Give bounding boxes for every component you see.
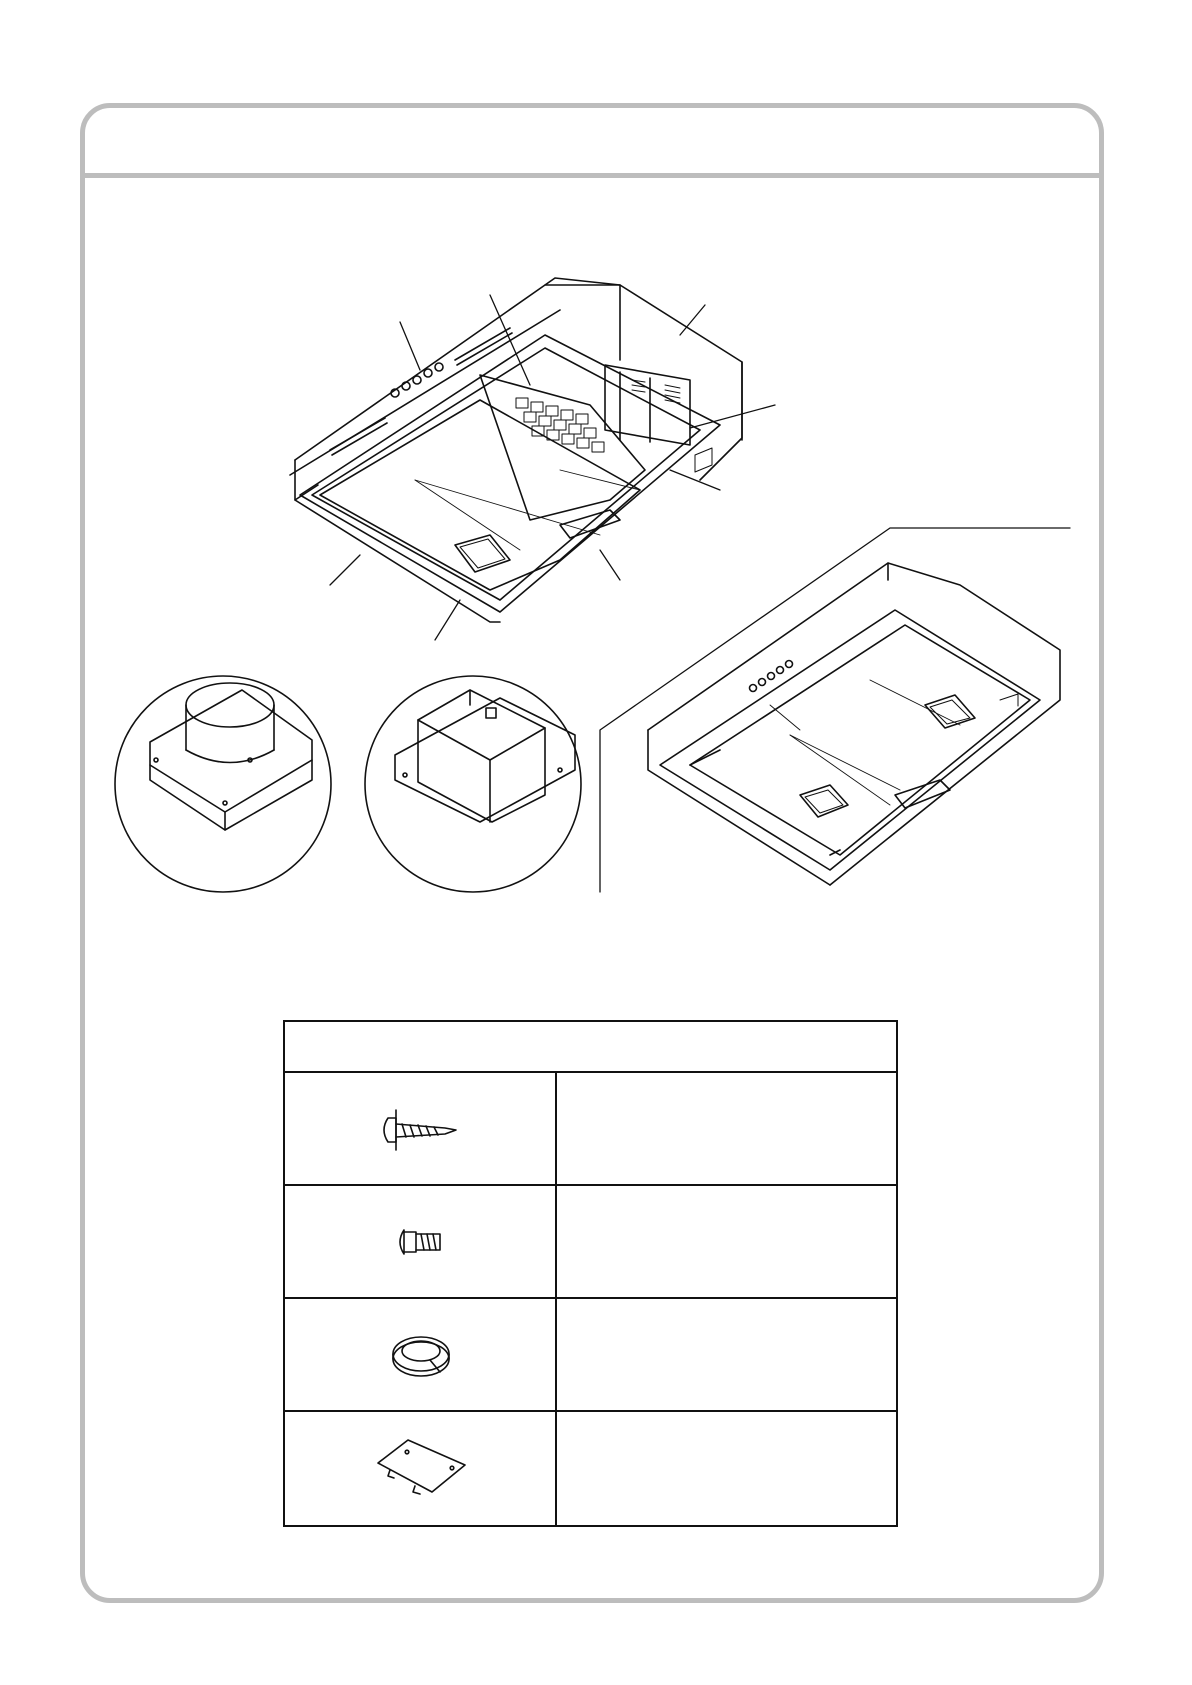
table-row: [285, 1299, 896, 1412]
duct-adapter-detail: [115, 676, 331, 892]
leader-lines-main: [330, 295, 775, 640]
damper-box-detail: [365, 676, 581, 892]
part-text-cell: [557, 1412, 896, 1525]
part-image-cell: [285, 1412, 557, 1525]
table-row: [285, 1412, 896, 1525]
table-row: [285, 1186, 896, 1299]
parts-table-header: [285, 1022, 896, 1073]
part-image-cell: [285, 1299, 557, 1410]
parts-table: [283, 1020, 898, 1527]
part-image-cell: [285, 1073, 557, 1184]
range-hood-assembled-illustration: [648, 563, 1060, 885]
part-text-cell: [557, 1186, 896, 1297]
part-image-cell: [285, 1186, 557, 1297]
part-text-cell: [557, 1299, 896, 1410]
part-text-cell: [557, 1073, 896, 1184]
table-row: [285, 1073, 896, 1186]
inset-callout-bracket: [600, 528, 1070, 892]
range-hood-main-illustration: [290, 278, 742, 622]
